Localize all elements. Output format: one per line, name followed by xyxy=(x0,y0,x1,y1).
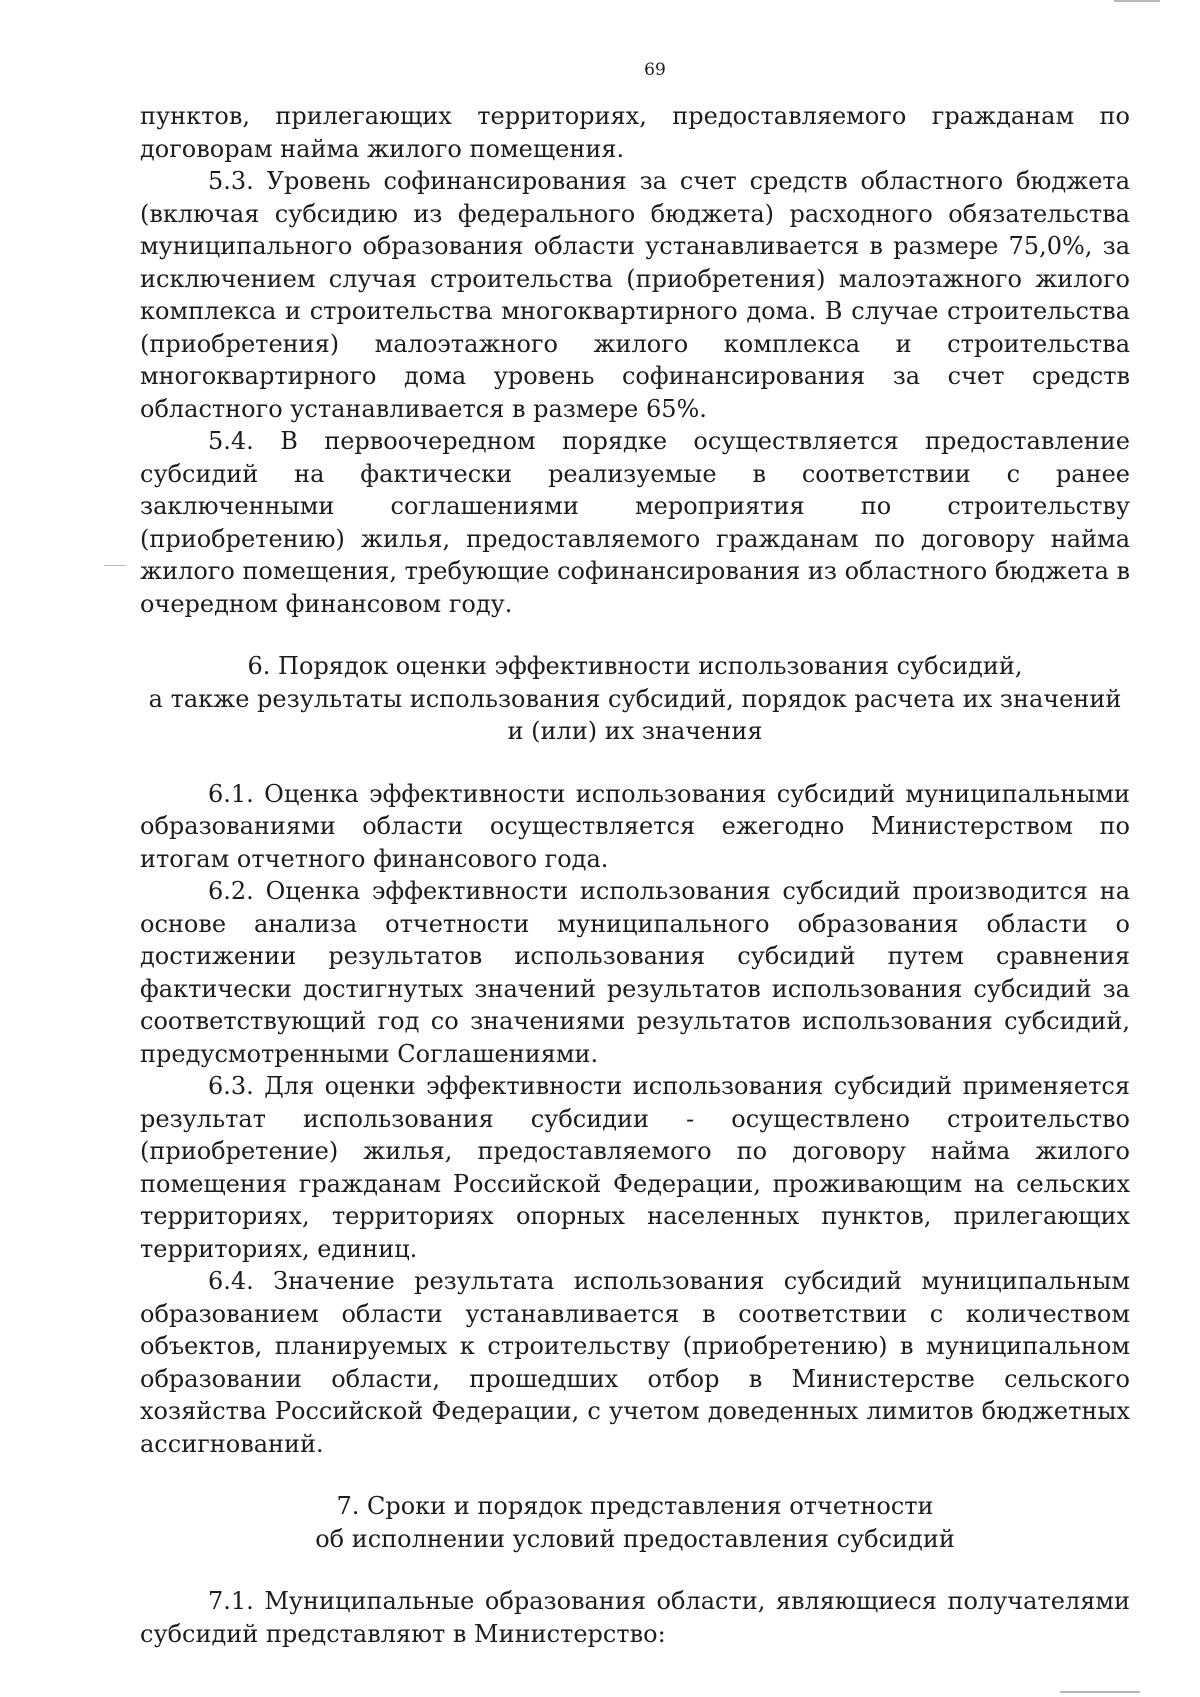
section-6-heading xyxy=(140,650,1130,748)
paragraph-6-4: 6.4. Значение результата использования субсидий муниципальным образованием области устанавливается в соответствии с количеством объектов, планируемых к строительству (приобретению) в муниципальном образовании области, прошедших отбор в Министерстве сельского хозяйства Российской Федерации, с учетом доведенных лимитов бюджетных ассигнований. xyxy=(140,1267,1130,1458)
paragraph-5-4: 5.4. В первоочередном порядке осуществляется предоставление субсидий на фактически реализуемые в соответствии с ранее заключенными соглашениями мероприятия по строительству (приобретению) жилья, предоставляемого гражданам по договору найма жилого помещения, требующие софинансирования из областного бюджета в очередном финансовом году. xyxy=(140,427,1131,618)
document-page xyxy=(140,60,1130,1650)
paragraph-6-2: 6.2. Оценка эффективности использования субсидий производится на основе анализа отчетности муниципального образования области о достижении результатов использования субсидий путем сравнения фактически достигнутых значений результатов использования субсидий за соответствующий год со значениями результатов использования субсидий, предусмотренными Соглашениями. xyxy=(140,877,1130,1068)
paragraph-7-1: 7.1. Муниципальные образования области, являющиеся получателями субсидий представляют в Министерство: xyxy=(140,1587,1130,1648)
paragraph-6-1: 6.1. Оценка эффективности использования субсидий муниципальными образованиями области осуществляется ежегодно Министерством по итогам отчетного финансового года. xyxy=(140,779,1130,873)
scan-artifact-left xyxy=(104,565,126,566)
page-number: 69 xyxy=(644,60,666,80)
section-7-heading xyxy=(140,1490,1130,1555)
section-6-heading-line-1: 6. Порядок оценки эффективности использования субсидий, xyxy=(247,652,1023,680)
paragraph-continuation: пунктов, прилегающих территориях, предоставляемого гражданам по договорам найма жилого помещения. xyxy=(140,102,1130,163)
paragraph-5-3: 5.3. Уровень софинансирования за счет средств областного бюджета (включая субсидию из федерального бюджета) расходного обязательства муниципального образования области устанавливается в размере 75,0%, за исключением случая строительства (приобретения) малоэтажного жилого комплекса и строительства многоквартирного дома. В случае строительства (приобретения) малоэтажного жилого комплекса и строительства многоквартирного дома уровень софинансирования за счет средств областного устанавливается в размере 65%. xyxy=(140,167,1130,423)
section-6-heading-line-2: а также результаты использования субсидий, порядок расчета их значений xyxy=(148,684,1122,713)
scan-artifact-bottom xyxy=(1060,1691,1140,1693)
scan-artifact-top xyxy=(1114,0,1160,2)
paragraph-6-3: 6.3. Для оценки эффективности использования субсидий применяется результат использования субсидии - осуществлено строительство (приобретение) жилья, предоставляемого по договору найма жилого помещения гражданам Российской Федерации, проживающим на сельских территориях, территориях опорных населенных пунктов, прилегающих территориях, единиц. xyxy=(140,1072,1130,1263)
section-6-heading-line-3: и (или) их значения xyxy=(507,717,763,745)
section-7-heading-line-1: 7. Сроки и порядок представления отчетности xyxy=(336,1492,934,1520)
section-7-heading-line-2: об исполнении условий предоставления субсидий xyxy=(315,1524,955,1553)
